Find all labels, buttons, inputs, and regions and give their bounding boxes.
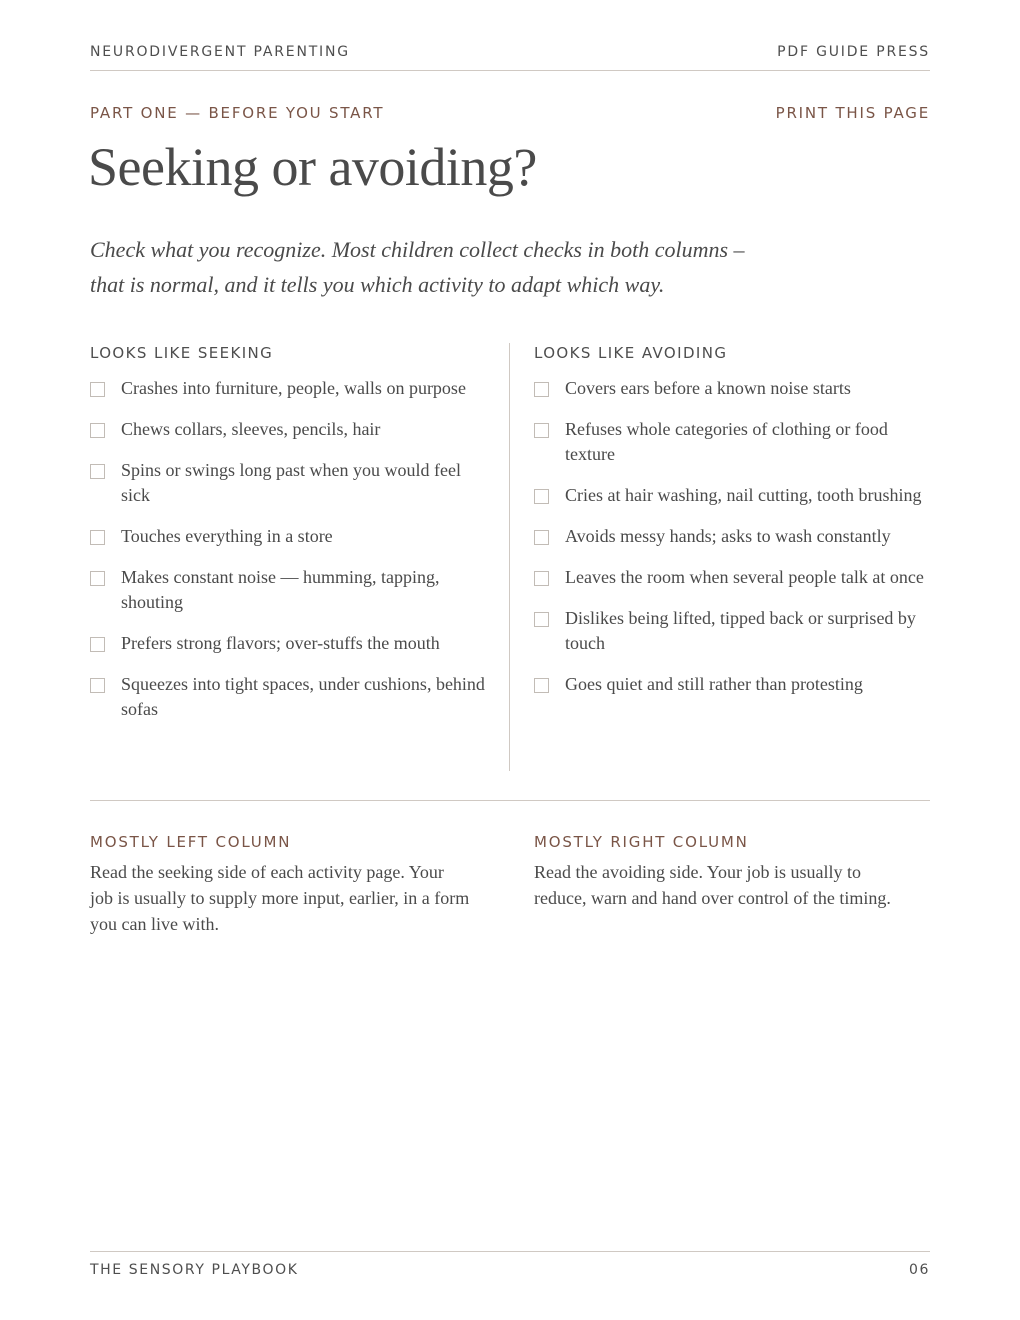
checklist-item <box>90 631 486 656</box>
result-left <box>90 833 470 937</box>
checkbox[interactable] <box>90 637 105 652</box>
seeking-column <box>90 344 486 738</box>
checkbox[interactable] <box>90 571 105 586</box>
checklist-item-label: Cries at hair washing, nail cutting, tooth brushing <box>565 485 922 505</box>
checklist-item-label: Makes constant noise — humming, tapping, shouting <box>121 567 440 612</box>
checklist-item <box>534 606 930 656</box>
page-title: Seeking or avoiding? <box>88 137 537 197</box>
book-title: THE SENSORY PLAYBOOK <box>90 1262 299 1278</box>
result-right-body: Read the avoiding side. Your job is usually to reduce, warn and hand over control of the timing. <box>534 862 891 908</box>
results-rule <box>90 800 930 801</box>
running-footer <box>90 1262 930 1278</box>
checkbox[interactable] <box>534 678 549 693</box>
checkbox[interactable] <box>534 489 549 504</box>
seeking-heading: LOOKS LIKE SEEKING <box>90 344 274 362</box>
checklist-item-label: Avoids messy hands; asks to wash constantly <box>565 526 891 546</box>
checkbox[interactable] <box>534 423 549 438</box>
checklist-item-label: Prefers strong flavors; over-stuffs the mouth <box>121 633 440 653</box>
section-row <box>90 104 930 122</box>
checklist-item-label: Squeezes into tight spaces, under cushions, behind sofas <box>121 674 485 719</box>
checklist-item-label: Refuses whole categories of clothing or food texture <box>565 419 888 464</box>
checklist-item <box>90 565 486 615</box>
column-divider <box>509 343 510 771</box>
series-name: NEURODIVERGENT PARENTING <box>90 44 350 60</box>
print-page-link[interactable]: PRINT THIS PAGE <box>775 104 930 122</box>
result-left-heading: MOSTLY LEFT COLUMN <box>90 833 292 851</box>
checkbox[interactable] <box>90 382 105 397</box>
checkbox[interactable] <box>534 612 549 627</box>
checklist-item <box>534 565 930 590</box>
result-right <box>534 833 914 911</box>
checklist-item <box>90 524 486 549</box>
checkbox[interactable] <box>534 382 549 397</box>
checklist-item <box>534 672 930 697</box>
page-number: 06 <box>908 1262 930 1278</box>
result-left-body: Read the seeking side of each activity page. Your job is usually to supply more input, earlier, in a form you can live with. <box>90 862 470 934</box>
checklist-item-label: Touches everything in a store <box>121 526 333 546</box>
checklist-item <box>90 376 486 401</box>
checklist-item-label: Leaves the room when several people talk at once <box>565 567 924 587</box>
footer-rule <box>90 1251 930 1252</box>
checklist-item <box>534 524 930 549</box>
checklist-item-label: Dislikes being lifted, tipped back or surprised by touch <box>565 608 916 653</box>
checklist-item-label: Covers ears before a known noise starts <box>565 378 851 398</box>
checklist-item-label: Goes quiet and still rather than protesting <box>565 674 863 694</box>
intro-text: Check what you recognize. Most children collect checks in both columns – that is normal, and it tells you which activity to adapt which way. <box>90 237 745 297</box>
section-kicker: PART ONE — BEFORE YOU START <box>90 104 385 122</box>
checklist-item <box>90 458 486 508</box>
checklist-item-label: Spins or swings long past when you would feel sick <box>121 460 461 505</box>
checklist-item <box>534 376 930 401</box>
avoiding-checklist <box>534 376 930 697</box>
checkbox[interactable] <box>90 464 105 479</box>
avoiding-column <box>534 344 930 713</box>
header-rule <box>90 70 930 71</box>
checkbox[interactable] <box>90 678 105 693</box>
publisher-name: PDF GUIDE PRESS <box>777 44 930 60</box>
checklist-item-label: Crashes into furniture, people, walls on purpose <box>121 378 466 398</box>
running-header <box>90 44 930 60</box>
checklist-item <box>90 672 486 722</box>
checkbox[interactable] <box>534 571 549 586</box>
checkbox[interactable] <box>90 423 105 438</box>
checklist-item-label: Chews collars, sleeves, pencils, hair <box>121 419 381 439</box>
result-right-heading: MOSTLY RIGHT COLUMN <box>534 833 749 851</box>
checklist-item <box>534 417 930 467</box>
checklist-item <box>90 417 486 442</box>
checkbox[interactable] <box>534 530 549 545</box>
seeking-checklist <box>90 376 486 722</box>
checklist-item <box>534 483 930 508</box>
avoiding-heading: LOOKS LIKE AVOIDING <box>534 344 728 362</box>
checkbox[interactable] <box>90 530 105 545</box>
